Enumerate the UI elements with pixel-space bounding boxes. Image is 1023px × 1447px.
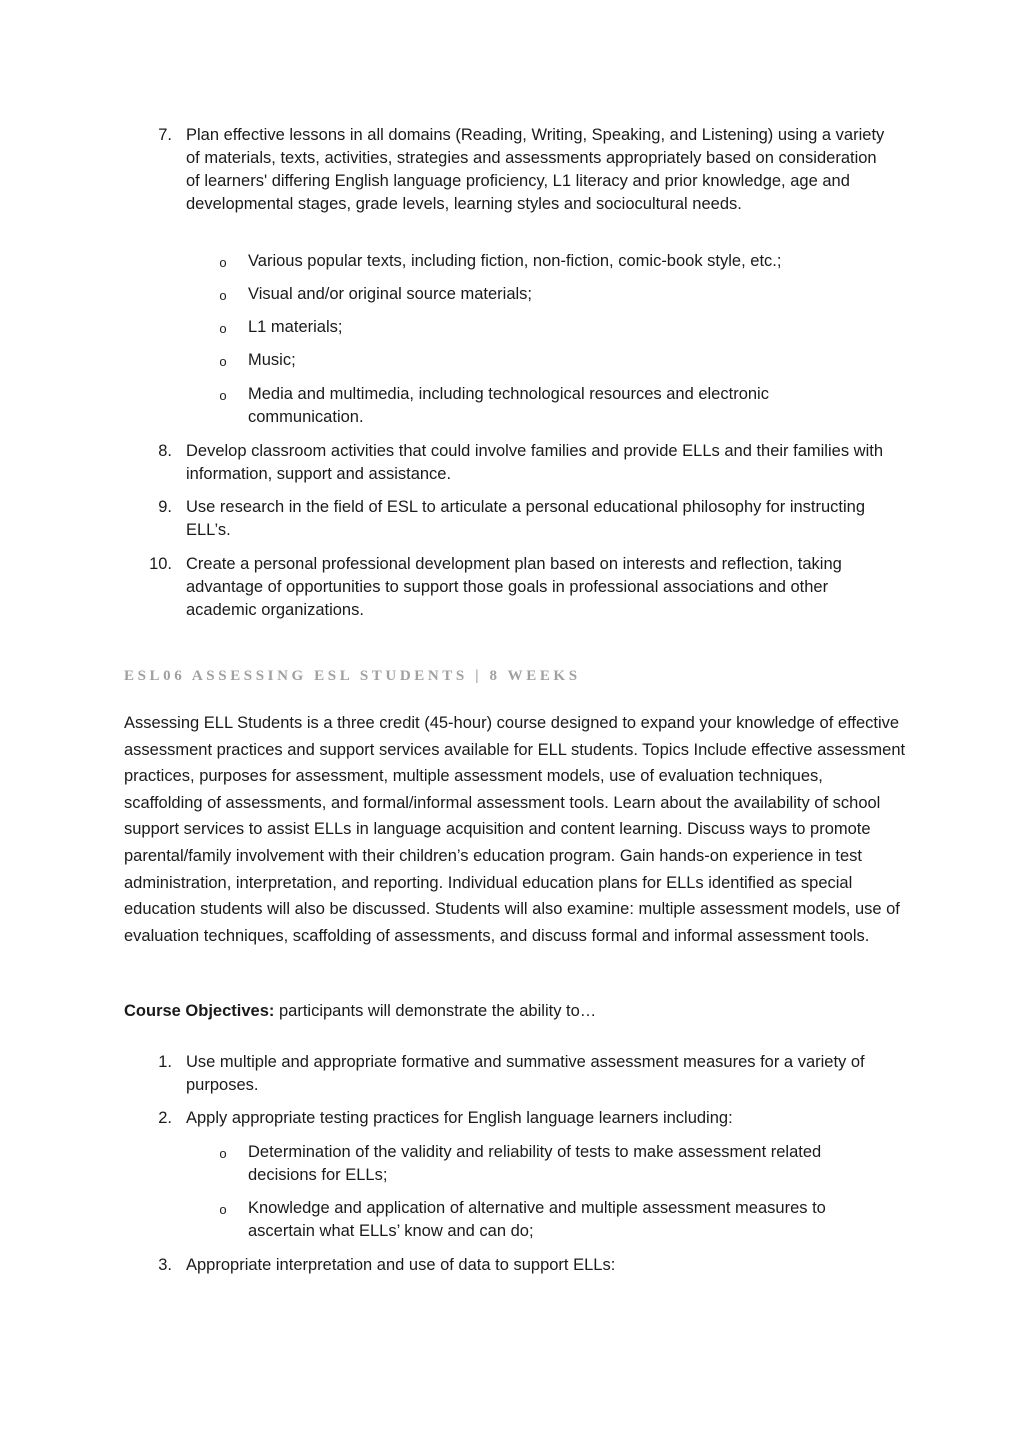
objective-text: Use multiple and appropriate formative and summative assessment measures for a variety of purposes. bbox=[186, 1053, 865, 1094]
list-item-text: Plan effective lessons in all domains (Reading, Writing, Speaking, and Listening) using a variety of materials, texts, activities, strategies and assessments appropriately based on consideration of learners' differing English language proficiency, L1 literacy and prior knowledge, age and developmental stages, grade levels, learning styles and sociocultural needs. bbox=[186, 126, 885, 213]
bullet-marker: o bbox=[219, 288, 227, 303]
list-item-text: Develop classroom activities that could involve families and provide ELLs and their families with information, support and assistance. bbox=[186, 442, 883, 483]
bullet-marker: o bbox=[219, 1202, 227, 1217]
bullet-text: Determination of the validity and reliability of tests to make assessment related decisions for ELLs; bbox=[248, 1143, 822, 1184]
list-item-text: Create a personal professional development plan based on interests and reflection, taking advantage of opportunities to support those goals in professional associations and other academic organizations. bbox=[186, 555, 842, 619]
bullet-marker: o bbox=[219, 388, 227, 403]
course-objectives-intro bbox=[124, 1000, 904, 1023]
course-objectives-text: participants will demonstrate the ability to… bbox=[274, 1002, 597, 1020]
objective-text: Appropriate interpretation and use of data to support ELLs: bbox=[186, 1256, 616, 1274]
course-description: Assessing ELL Students is a three credit (45-hour) course designed to expand your knowledge of effective assessment practices and support services available for ELL students. Topics Include effective assessment practices, purposes for assessment, multiple assessment models, use of evaluation techniques, scaffolding of assessments, and formal/informal assessment tools. Learn about the availability of school support services to assist ELLs in language acquisition and content learning. Discuss ways to promote parental/family involvement with their children’s education program. Gain hands-on experience in test administration, interpretation, and reporting. Individual education plans for ELLs identified as special education students will also be discussed. Students will also examine: multiple assessment models, use of evaluation techniques, scaffolding of assessments, and discuss formal and informal assessment tools. bbox=[124, 714, 906, 945]
bullet-marker: o bbox=[219, 354, 227, 369]
bullet-text: Music; bbox=[248, 351, 296, 369]
bullet-text: Visual and/or original source materials; bbox=[248, 285, 533, 303]
list-item-number: 9. bbox=[158, 498, 172, 516]
bullet-marker: o bbox=[219, 1146, 227, 1161]
bullet-text: Media and multimedia, including technological resources and electronic communication. bbox=[248, 385, 769, 426]
bullet-marker: o bbox=[219, 321, 227, 336]
objective-text: Apply appropriate testing practices for English language learners including: bbox=[186, 1109, 733, 1127]
bullet-text: L1 materials; bbox=[248, 318, 343, 336]
course-objectives-label: Course Objectives: bbox=[124, 1002, 275, 1020]
section-heading: ESL06 ASSESSING ESL STUDENTS | 8 WEEKS bbox=[124, 668, 581, 684]
objective-number: 3. bbox=[158, 1256, 172, 1274]
list-item-number: 7. bbox=[158, 126, 172, 144]
list-item-text: Use research in the field of ESL to articulate a personal educational philosophy for instructing ELL’s. bbox=[186, 498, 866, 539]
objective-number: 1. bbox=[158, 1053, 172, 1071]
list-item-number: 8. bbox=[158, 442, 172, 460]
bullet-text: Knowledge and application of alternative and multiple assessment measures to ascertain what ELLs’ know and can do; bbox=[248, 1199, 826, 1240]
bullet-text: Various popular texts, including fiction, non-fiction, comic-book style, etc.; bbox=[248, 252, 782, 270]
objective-number: 2. bbox=[158, 1109, 172, 1127]
list-item-number: 10. bbox=[149, 555, 172, 573]
bullet-marker: o bbox=[219, 255, 227, 270]
